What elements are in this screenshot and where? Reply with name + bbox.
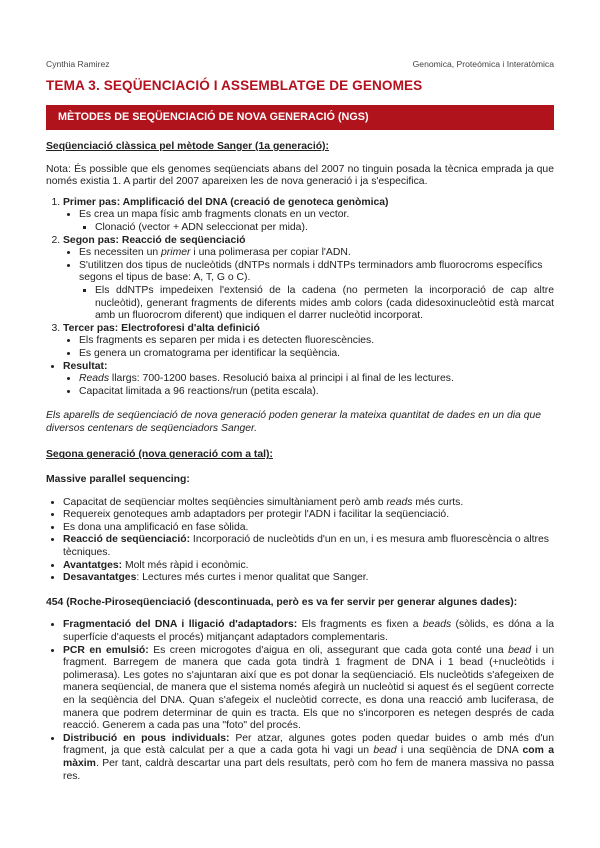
list-item: • Es genera un cromatograma per identificar la seqüència. [79,348,554,361]
list-item: • Capacitat de seqüenciar moltes seqüències simultàniament però amb reads més curts. [63,497,554,510]
roche-heading: 454 (Roche-Piroseqüenciació (descontinuada, però es va fer servir per generar algunes dades): [46,596,518,608]
author-name: Cynthia Ramirez [46,59,110,69]
second-gen-heading: Segona generació (nova generació com a tal): [46,449,273,461]
list-item: • Requereix genoteques amb adaptadors per protegir l'ADN i facilitar la seqüenciació. [63,509,554,522]
list-item: • Fragmentació del DNA i lligació d'adaptadors: Els fragments es fixen a beads (sòlids, es dóna a la superfície d'aquests el procés) mitjançant adaptadors complementaris. [63,619,554,644]
page-title: TEMA 3. SEQÜENCIACIÓ I ASSEMBLATGE DE GENOMES [46,78,423,93]
page-header [46,58,554,71]
document-body [46,141,554,783]
step-2: 2. Segon pas: Reacció de seqüenciació • Es necessiten un primer i una polimerasa per copiar l'ADN. • S'utilitzen dos tipus de nucleòtids (dNTPs normals i ddNTPs terminadors amb fluorocroms específics segons el tipus de base: A, T, G o C). ▪ Els ddNTPs impedeixen l'extensió de la cadena (no permeten la incorporació de cap altre nucleòtid), generant fragments de diferents mides amb colors (cada didesoxinucleòtid està marcat amb un fluorocrom diferent) que indiquen el darrer nucleòtid incorporat. [63,235,554,323]
list-item: • S'utilitzen dos tipus de nucleòtids (dNTPs normals i ddNTPs terminadors amb fluorocroms específics segons el tipus de base: A, T, G o C). [79,260,554,285]
list-item: ▪ Els ddNTPs impedeixen l'extensió de la cadena (no permeten la incorporació de cap altre nucleòtid), generant fragments de diferents mides amb colors (cada didesoxinucleòtid està marcat amb un fluorocrom diferent) que indiquen el darrer nucleòtid incorporat. [95,285,554,323]
list-item: • PCR en emulsió: Es creen microgotes d'aigua en oli, assegurant que cada gota conté una bead i un fragment. Barregem de manera que cada gota tindrà 1 fragment de DNA i 1 bead (+nucleòtids i polimerasa). Les gotes no s'ajuntaran així que es pot donar la seqüenciació. Els nucleòtids s'afegeixen de manera seqüencial, de manera que el sistema només afegirà un nucleòtid si aquest és el següent correcte en la seqüència del DNA. Quan s'afegeix el nucleòtid correcte, es dona una reacció amb luciferasa, de manera que podrem determinar de quin es tracta. Els que no s'incorporen es netegen després de cada reacció. Generem a cada pas una "foto" del procés. [63,645,554,733]
list-item: • Es necessiten un primer i una polimerasa per copiar l'ADN. [79,247,554,260]
list-item: • Els fragments es separen per mida i es detecten fluorescències. [79,335,554,348]
note-paragraph: Nota: És possible que els genomes seqüenciats abans del 2007 no tinguin posada la tècnica emprada ja que només existia 1. A partir del 2007 apareixen les de nova generació i ja s'especifica. [46,163,554,188]
list-item: • Es crea un mapa físic amb fragments clonats en un vector. [79,209,554,222]
course-name: Genomica, Proteómica i Interatòmica [412,59,554,69]
list-item: • Desavantatges: Lectures més curtes i menor qualitat que Sanger. [63,572,554,585]
list-item: • Capacitat limitada a 96 reactions/run (petita escala). [79,386,554,399]
result-list [46,361,554,399]
list-item: • Es dona una amplificació en fase sòlida. [63,522,554,535]
list-item: • Avantatges: Molt més ràpid i econòmic. [63,560,554,573]
list-item: • Distribució en pous individuals: Per atzar, algunes gotes poden quedar buides o amb més d'un fragment, ja que està calculat per a que a cada gota hi vagi un bead i una seqüència de DNA com a màxim. Per tant, caldrà descartar una part dels resultats, però com ho fem de manera massiva no passa res. [63,733,554,783]
sanger-heading: Seqüenciació clàssica pel mètode Sanger (1a generació): [46,141,329,152]
list-item: • Reads llargs: 700-1200 bases. Resolució baixa al principi i al final de les lectures. [79,373,554,386]
list-item: ▪ Clonació (vector + ADN seleccionat per mida). [95,222,554,235]
step-1: 1. Primer pas: Amplificació del DNA (creació de genoteca genòmica) • Es crea un mapa físic amb fragments clonats en un vector. ▪ Clonació (vector + ADN seleccionat per mida). [63,197,554,235]
second-gen-list [46,497,554,585]
result-item: • Resultat: • Reads llargs: 700-1200 bases. Resolució baixa al principi i al final de les lectures. • Capacitat limitada a 96 reactions/run (petita escala). [63,361,554,399]
italic-note: Els aparells de seqüenciació de nova generació poden generar la mateixa quantitat de dades en un dia que diversos centenars de seqüenciadors Sanger. [46,410,542,434]
roche-list [46,619,554,783]
step-3: 3. Tercer pas: Electroforesi d'alta definició • Els fragments es separen per mida i es detecten fluorescències. • Es genera un cromatograma per identificar la seqüència. [63,323,554,361]
list-item: • Reacció de seqüenciació: Incorporació de nucleòtids d'un en un, i es mesura amb fluorescència o altres tècniques. [63,534,554,559]
massive-heading: Massive parallel sequencing: [46,474,190,486]
section-banner: MÈTODES DE SEQÜENCIACIÓ DE NOVA GENERACIÓ (NGS) [46,105,554,130]
sanger-steps [46,197,554,361]
